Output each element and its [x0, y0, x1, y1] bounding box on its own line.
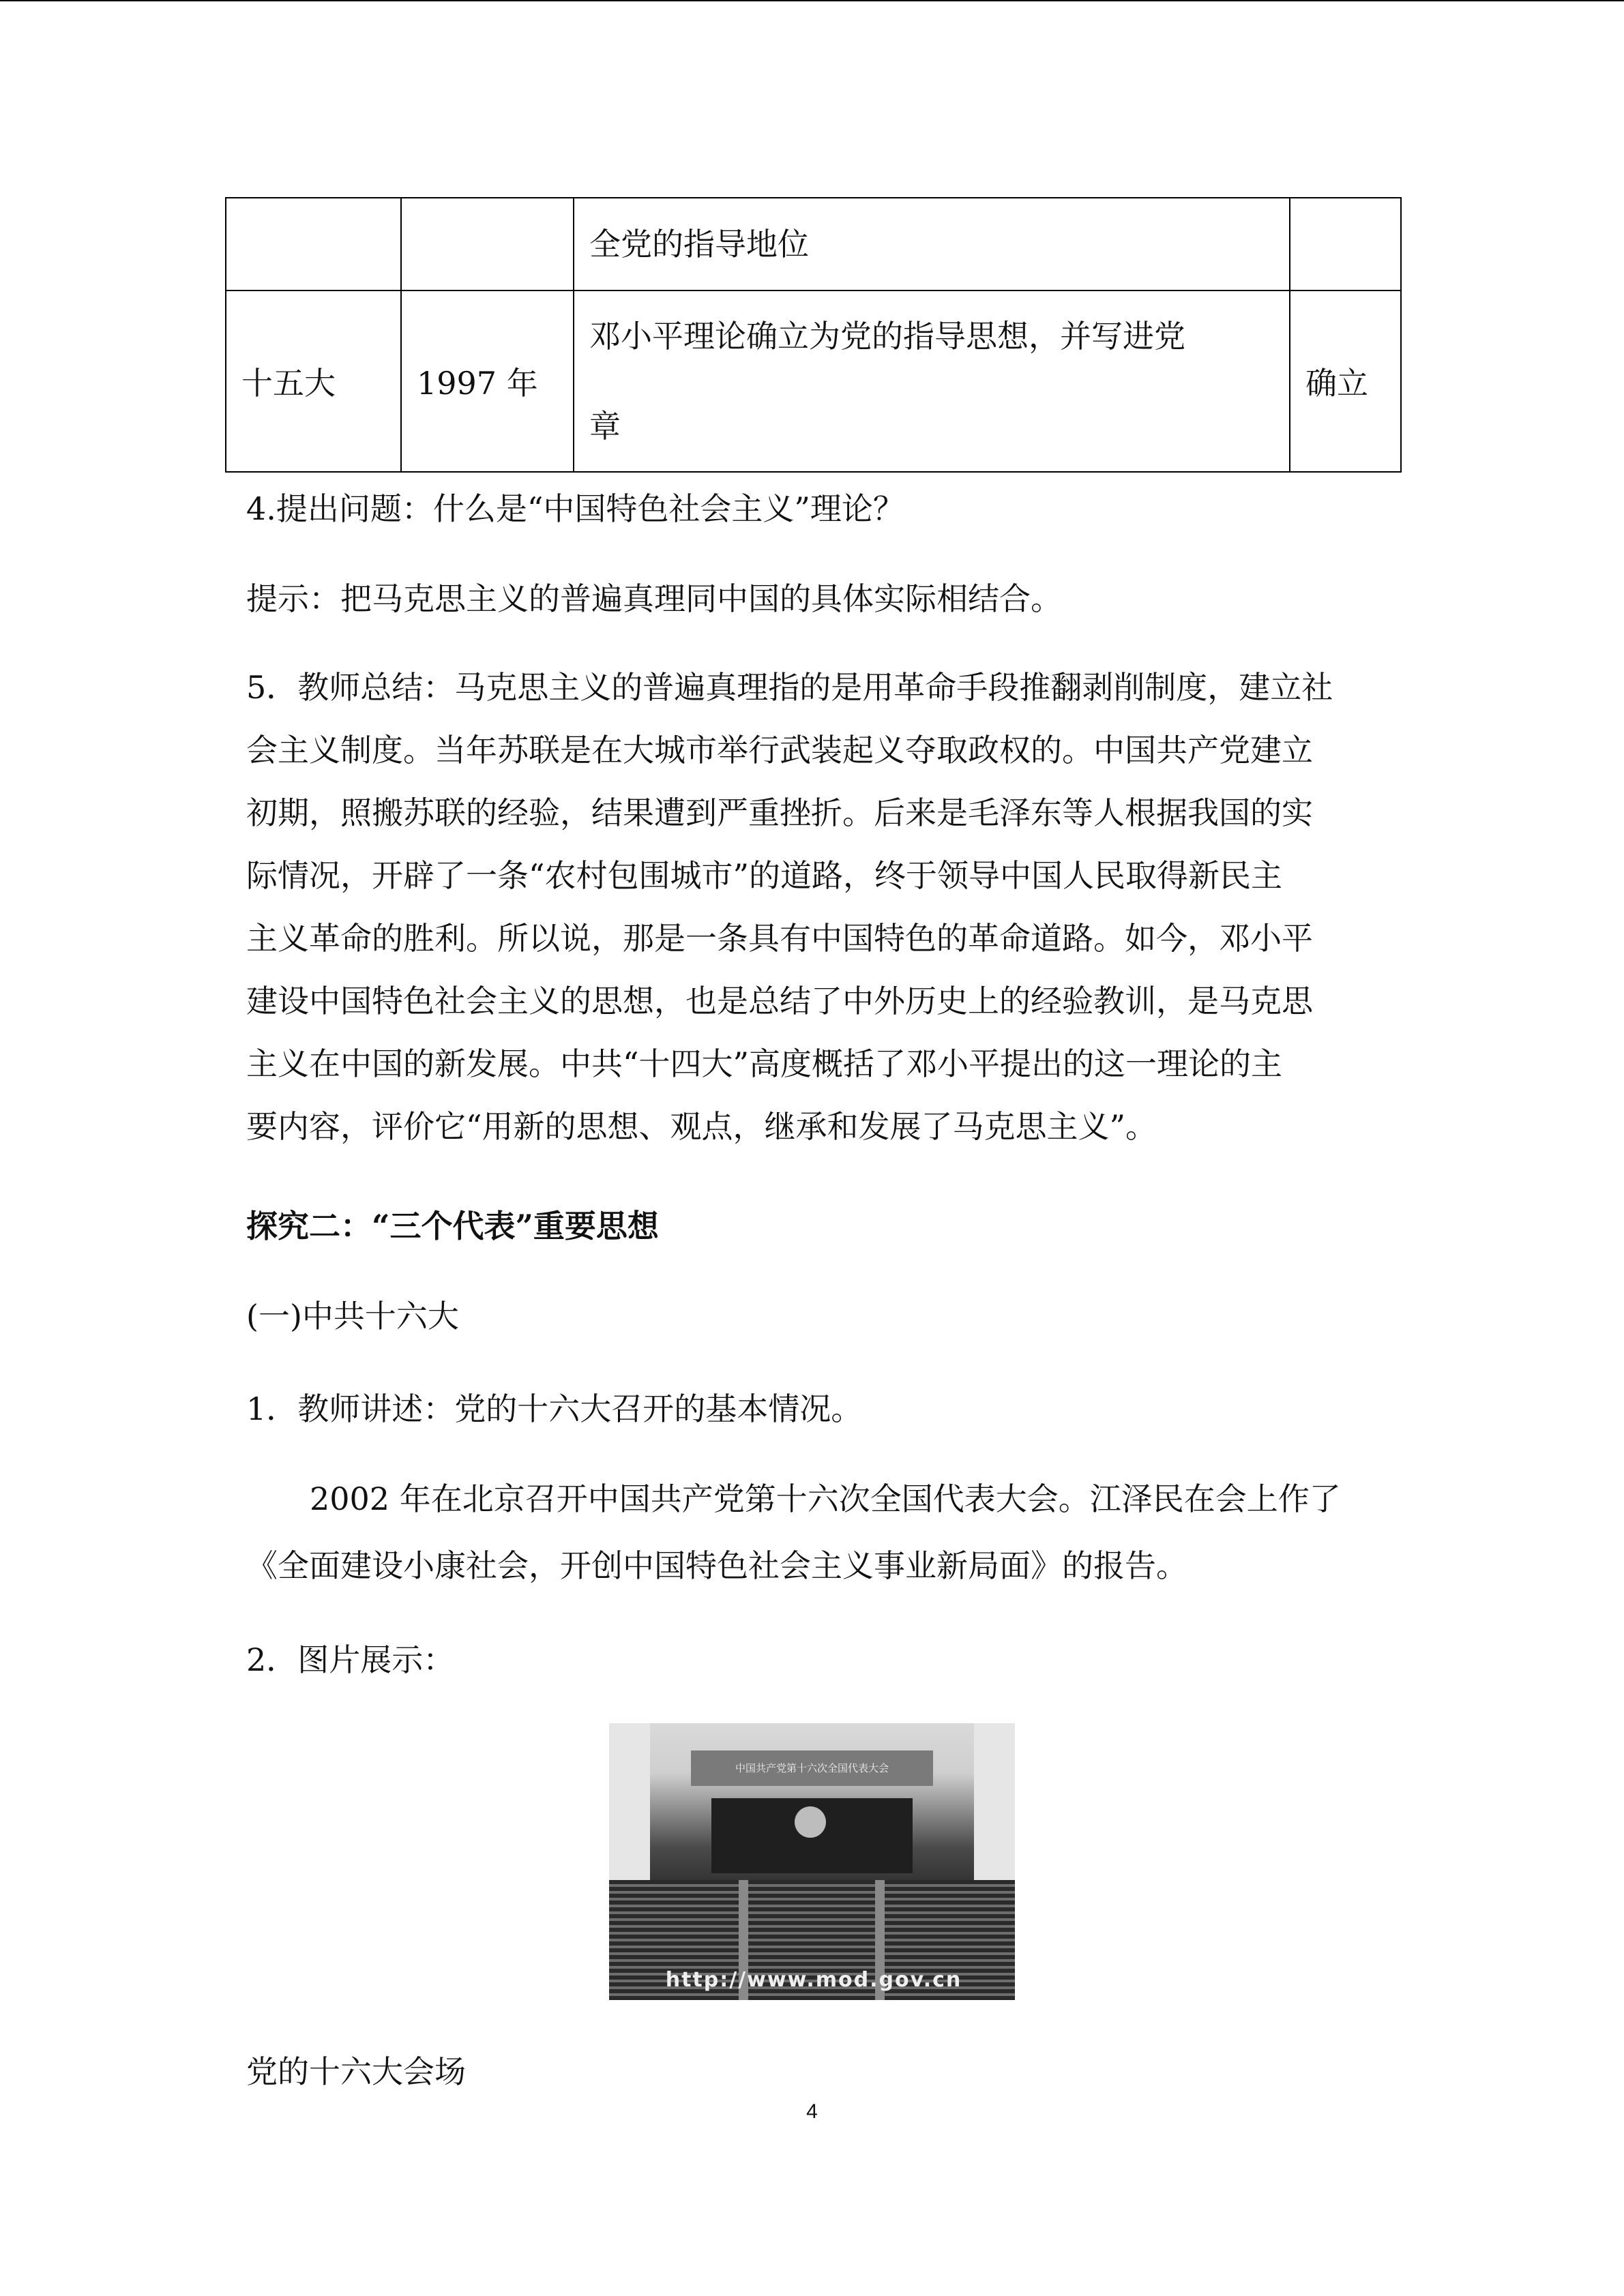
list-item-1: 1．教师讲述：党的十六大召开的基本情况。	[246, 1390, 863, 1427]
table-cell-year	[401, 198, 574, 290]
teacher-summary	[246, 656, 1378, 1158]
body-line-1: 2002 年在北京召开中国共产党第十六次全国代表大会。江泽民在会上作了	[310, 1480, 1341, 1517]
summary-line: 际情况，开辟了一条“农村包围城市”的道路，终于领导中国人民取得新民主	[246, 857, 1283, 894]
row2-content-line1: 邓小平理论确立为党的指导思想，并写进党	[589, 318, 1185, 355]
table-row	[226, 290, 1401, 472]
question-4: 4.提出问题：什么是“中国特色社会主义”理论？	[246, 490, 904, 527]
summary-line: 主义在中国的新发展。中共“十四大”高度概括了邓小平提出的这一理论的主	[246, 1045, 1283, 1082]
summary-line: 主义革命的胜利。所以说，那是一条具有中国特色的革命道路。如今，邓小平	[246, 920, 1313, 957]
page-number: 4	[806, 2100, 818, 2123]
table-cell-congress: 十五大	[226, 290, 401, 472]
table-cell-content	[574, 290, 1290, 472]
summary-line: 5．教师总结：马克思主义的普遍真理指的是用革命手段推翻剥削制度，建立社	[246, 669, 1333, 706]
summary-line: 建设中国特色社会主义的思想，也是总结了中外历史上的经验教训，是马克思	[246, 983, 1313, 1019]
hint-text: 提示：把马克思主义的普遍真理同中国的具体实际相结合。	[246, 580, 1062, 617]
summary-line: 初期，照搬苏联的经验，结果遭到严重挫折。后来是毛泽东等人根据我国的实	[246, 794, 1313, 831]
party-emblem-icon	[795, 1806, 826, 1838]
list-item-2: 2．图片展示：	[246, 1641, 455, 1678]
body-line-2: 《全面建设小康社会，开创中国特色社会主义事业新局面》的报告。	[246, 1547, 1187, 1584]
table-cell-status: 确立	[1290, 290, 1401, 472]
table-cell-congress	[226, 198, 401, 290]
page-top-border	[0, 0, 1624, 1]
row1-content-text: 全党的指导地位	[589, 226, 809, 263]
table-cell-content	[574, 198, 1290, 290]
summary-line: 会主义制度。当年苏联是在大城市举行武装起义夺取政权的。中国共产党建立	[246, 732, 1313, 769]
subsection-heading: (一)中共十六大	[246, 1298, 459, 1335]
photo-pillar-right	[974, 1723, 1015, 1900]
photo-watermark: http://www.mod.gov.cn	[665, 1968, 962, 1992]
photo-banner: 中国共产党第十六次全国代表大会	[691, 1750, 933, 1786]
photo-pillar-left	[609, 1723, 650, 1900]
table-cell-status	[1290, 198, 1401, 290]
table-row	[226, 198, 1401, 290]
section-heading: 探究二：“三个代表”重要思想	[246, 1208, 659, 1244]
table-cell-year: 1997 年	[401, 290, 574, 472]
row2-content-line2: 章	[589, 408, 621, 445]
photo-caption: 党的十六大会场	[246, 2053, 466, 2090]
summary-line: 要内容，评价它“用新的思想、观点，继承和发展了马克思主义”。	[246, 1108, 1157, 1145]
history-table	[225, 197, 1402, 473]
congress-hall-photo	[609, 1723, 1015, 2000]
